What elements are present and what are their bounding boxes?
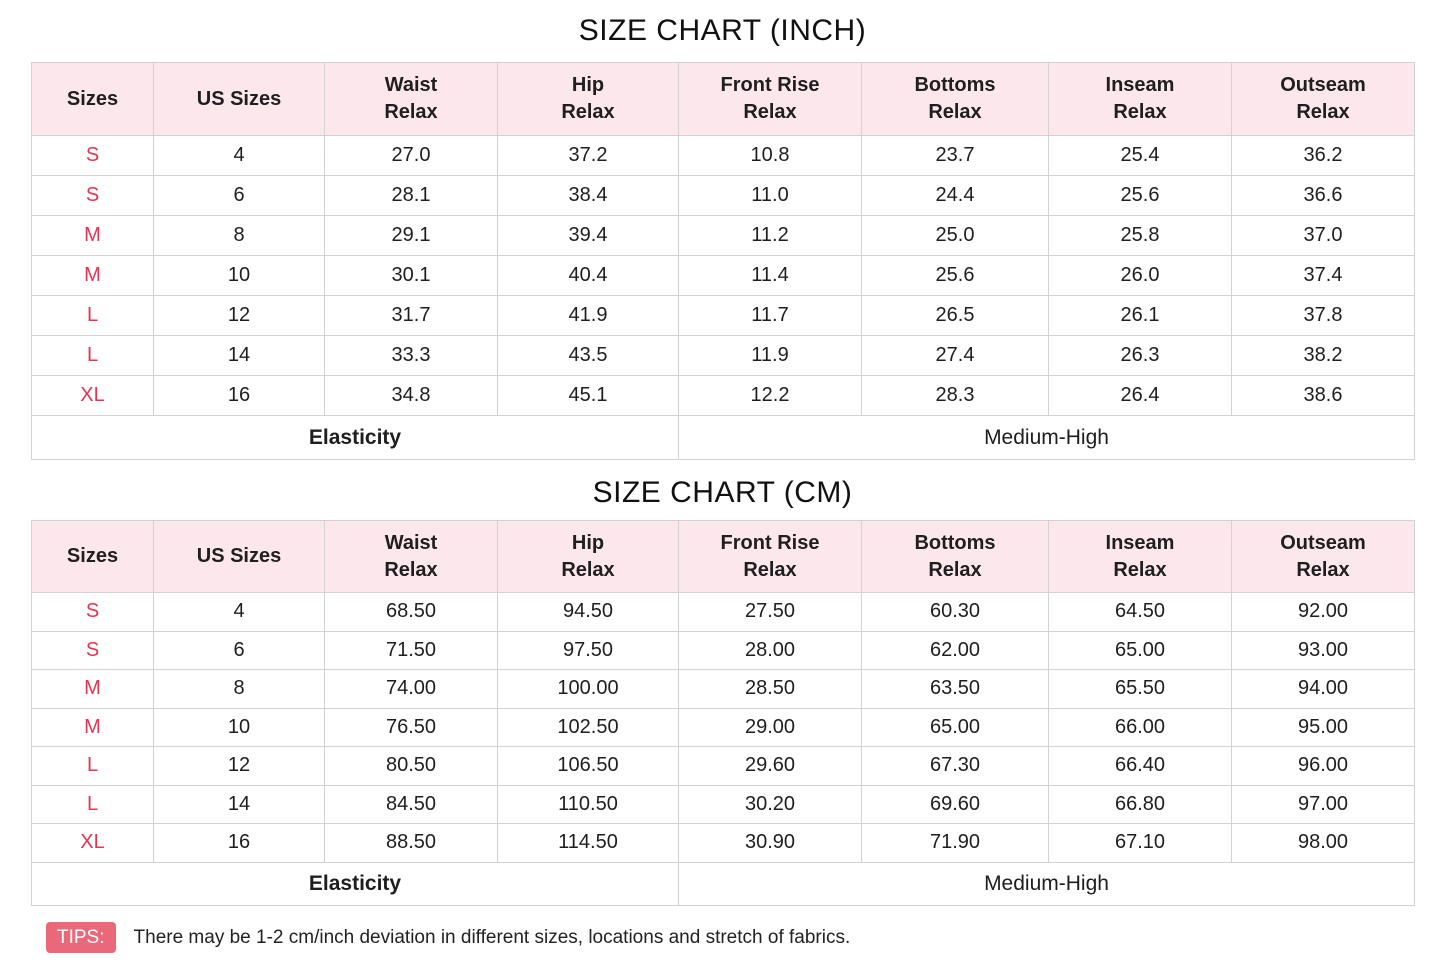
column-header-label: Sizes bbox=[66, 87, 119, 110]
table-cell: 84.50 bbox=[325, 785, 498, 824]
table-cell: 98.00 bbox=[1232, 824, 1415, 863]
table-cell: 26.5 bbox=[862, 296, 1049, 336]
table-cell: 71.50 bbox=[325, 631, 498, 670]
table-cell: 66.80 bbox=[1049, 785, 1232, 824]
table-cell: 71.90 bbox=[862, 824, 1049, 863]
table-cell: 25.0 bbox=[862, 216, 1049, 256]
table-cell: 38.6 bbox=[1232, 376, 1415, 416]
column-header-label: US Sizes bbox=[196, 87, 282, 110]
column-header-label: Relax bbox=[928, 558, 982, 581]
table-cell: 36.2 bbox=[1232, 136, 1415, 176]
table-cell: 37.4 bbox=[1232, 256, 1415, 296]
table-cell: 38.4 bbox=[498, 176, 679, 216]
table-cell: 27.0 bbox=[325, 136, 498, 176]
column-header bbox=[32, 63, 154, 136]
elasticity-label: Elasticity bbox=[32, 416, 679, 460]
table-cell: 26.3 bbox=[1049, 336, 1232, 376]
tips-note bbox=[46, 922, 850, 953]
table-cell: 28.1 bbox=[325, 176, 498, 216]
size-label-cell: XL bbox=[32, 376, 154, 416]
table-cell: 29.1 bbox=[325, 216, 498, 256]
table-cell: 41.9 bbox=[498, 296, 679, 336]
table-row bbox=[32, 296, 1415, 336]
table-cell: 39.4 bbox=[498, 216, 679, 256]
table-row bbox=[32, 176, 1415, 216]
table-cell: 26.4 bbox=[1049, 376, 1232, 416]
table-cell: 28.50 bbox=[679, 670, 862, 709]
table-cell: 14 bbox=[154, 336, 325, 376]
table-cell: 14 bbox=[154, 785, 325, 824]
table-cell: 27.50 bbox=[679, 593, 862, 632]
column-header-label: Relax bbox=[928, 101, 982, 123]
column-header bbox=[862, 63, 1049, 136]
size-label-cell: L bbox=[32, 296, 154, 336]
elasticity-label: Elasticity bbox=[32, 862, 679, 905]
column-header bbox=[1232, 521, 1415, 593]
column-header-label: US Sizes bbox=[196, 545, 282, 567]
table-row bbox=[32, 708, 1415, 747]
table-cell: 12 bbox=[154, 296, 325, 336]
table-cell: 34.8 bbox=[325, 376, 498, 416]
column-header bbox=[679, 63, 862, 136]
table-cell: 4 bbox=[154, 593, 325, 632]
table-cell: 25.6 bbox=[1049, 176, 1232, 216]
table-cell: 97.00 bbox=[1232, 785, 1415, 824]
table-cell: 65.50 bbox=[1049, 670, 1232, 709]
column-header-label: Relax bbox=[743, 558, 797, 581]
table-cell: 114.50 bbox=[498, 824, 679, 863]
table-header-row bbox=[32, 63, 1415, 136]
table-cell: 8 bbox=[154, 216, 325, 256]
table-cell: 11.2 bbox=[679, 216, 862, 256]
size-label-cell: S bbox=[32, 136, 154, 176]
size-label-cell: S bbox=[32, 593, 154, 632]
column-header bbox=[154, 521, 325, 593]
elasticity-row bbox=[32, 416, 1415, 460]
column-header bbox=[325, 63, 498, 136]
size-label-cell: M bbox=[32, 256, 154, 296]
table-cell: 11.4 bbox=[679, 256, 862, 296]
column-header-label: Relax bbox=[384, 101, 438, 123]
tips-text: There may be 1-2 cm/inch deviation in different sizes, locations and stretch of fabrics. bbox=[133, 926, 851, 948]
table-cell: 80.50 bbox=[325, 747, 498, 786]
table-cell: 25.8 bbox=[1049, 216, 1232, 256]
table-cell: 28.3 bbox=[862, 376, 1049, 416]
column-header-label: Bottoms bbox=[914, 531, 996, 554]
column-header bbox=[498, 521, 679, 593]
table-cell: 62.00 bbox=[862, 631, 1049, 670]
table-cell: 6 bbox=[154, 176, 325, 216]
table-row bbox=[32, 785, 1415, 824]
column-header bbox=[498, 63, 679, 136]
table-cell: 92.00 bbox=[1232, 593, 1415, 632]
table-cell: 10 bbox=[154, 708, 325, 747]
table-row bbox=[32, 670, 1415, 709]
column-header-label: Waist bbox=[384, 74, 438, 96]
table-cell: 25.6 bbox=[862, 256, 1049, 296]
table-row bbox=[32, 376, 1415, 416]
table-cell: 29.60 bbox=[679, 747, 862, 786]
column-header-label: Bottoms bbox=[914, 74, 996, 96]
column-header-label: Waist bbox=[384, 531, 438, 554]
table-cell: 64.50 bbox=[1049, 593, 1232, 632]
table-cell: 16 bbox=[154, 376, 325, 416]
table-cell: 29.00 bbox=[679, 708, 862, 747]
table-row bbox=[32, 593, 1415, 632]
column-header-label: Inseam bbox=[1105, 531, 1175, 554]
column-header-label: Outseam bbox=[1280, 531, 1366, 554]
table-cell: 10.8 bbox=[679, 136, 862, 176]
table-cell: 24.4 bbox=[862, 176, 1049, 216]
column-header-label: Relax bbox=[743, 101, 797, 123]
table-cell: 10 bbox=[154, 256, 325, 296]
table-cell: 4 bbox=[154, 136, 325, 176]
table-cell: 25.4 bbox=[1049, 136, 1232, 176]
table-row bbox=[32, 824, 1415, 863]
tips-badge: TIPS: bbox=[46, 922, 116, 953]
column-header bbox=[154, 63, 325, 136]
table-cell: 31.7 bbox=[325, 296, 498, 336]
table-cell: 37.2 bbox=[498, 136, 679, 176]
elasticity-value: Medium-High bbox=[679, 416, 1415, 460]
table-cell: 106.50 bbox=[498, 747, 679, 786]
column-header-label: Relax bbox=[1113, 558, 1167, 581]
table-cell: 23.7 bbox=[862, 136, 1049, 176]
table-row bbox=[32, 256, 1415, 296]
table-cell: 40.4 bbox=[498, 256, 679, 296]
size-label-cell: S bbox=[32, 631, 154, 670]
elasticity-row bbox=[32, 862, 1415, 905]
inch-size-table bbox=[31, 62, 1415, 460]
cm-size-table bbox=[31, 520, 1415, 906]
column-header bbox=[1049, 521, 1232, 593]
table-cell: 11.0 bbox=[679, 176, 862, 216]
table-row bbox=[32, 747, 1415, 786]
table-cell: 67.10 bbox=[1049, 824, 1232, 863]
table-cell: 37.0 bbox=[1232, 216, 1415, 256]
table-cell: 30.1 bbox=[325, 256, 498, 296]
column-header-label: Hip bbox=[571, 531, 605, 554]
table-cell: 27.4 bbox=[862, 336, 1049, 376]
table-cell: 60.30 bbox=[862, 593, 1049, 632]
table-cell: 36.6 bbox=[1232, 176, 1415, 216]
column-header bbox=[325, 521, 498, 593]
table-cell: 94.50 bbox=[498, 593, 679, 632]
column-header-label: Outseam bbox=[1280, 74, 1366, 96]
column-header bbox=[1049, 63, 1232, 136]
table-cell: 88.50 bbox=[325, 824, 498, 863]
size-label-cell: M bbox=[32, 216, 154, 256]
column-header-label: Relax bbox=[1296, 558, 1350, 581]
table-cell: 33.3 bbox=[325, 336, 498, 376]
size-label-cell: L bbox=[32, 785, 154, 824]
table-cell: 26.1 bbox=[1049, 296, 1232, 336]
table-row bbox=[32, 216, 1415, 256]
size-label-cell: S bbox=[32, 176, 154, 216]
table-row bbox=[32, 136, 1415, 176]
column-header-label: Relax bbox=[1296, 101, 1350, 123]
table-cell: 74.00 bbox=[325, 670, 498, 709]
table-cell: 96.00 bbox=[1232, 747, 1415, 786]
table-cell: 68.50 bbox=[325, 593, 498, 632]
column-header bbox=[862, 521, 1049, 593]
table-cell: 66.00 bbox=[1049, 708, 1232, 747]
table-cell: 63.50 bbox=[862, 670, 1049, 709]
elasticity-value: Medium-High bbox=[679, 862, 1415, 905]
column-header-label: Hip bbox=[571, 74, 605, 96]
table-cell: 97.50 bbox=[498, 631, 679, 670]
table-cell: 16 bbox=[154, 824, 325, 863]
table-cell: 102.50 bbox=[498, 708, 679, 747]
table-cell: 6 bbox=[154, 631, 325, 670]
table-row bbox=[32, 631, 1415, 670]
table-cell: 45.1 bbox=[498, 376, 679, 416]
size-label-cell: L bbox=[32, 747, 154, 786]
table-header-row bbox=[32, 521, 1415, 593]
column-header-label: Inseam bbox=[1105, 74, 1175, 96]
table-cell: 28.00 bbox=[679, 631, 862, 670]
table-row bbox=[32, 336, 1415, 376]
table-cell: 11.7 bbox=[679, 296, 862, 336]
table-cell: 95.00 bbox=[1232, 708, 1415, 747]
column-header-label: Front Rise bbox=[720, 74, 820, 96]
table-cell: 37.8 bbox=[1232, 296, 1415, 336]
table-cell: 65.00 bbox=[862, 708, 1049, 747]
column-header bbox=[1232, 63, 1415, 136]
table-cell: 30.90 bbox=[679, 824, 862, 863]
table-cell: 69.60 bbox=[862, 785, 1049, 824]
size-label-cell: M bbox=[32, 670, 154, 709]
table-cell: 30.20 bbox=[679, 785, 862, 824]
table-cell: 110.50 bbox=[498, 785, 679, 824]
column-header-label: Relax bbox=[384, 558, 438, 581]
table-cell: 94.00 bbox=[1232, 670, 1415, 709]
table-cell: 26.0 bbox=[1049, 256, 1232, 296]
column-header bbox=[679, 521, 862, 593]
column-header-label: Relax bbox=[1113, 101, 1167, 123]
table-cell: 100.00 bbox=[498, 670, 679, 709]
table-cell: 67.30 bbox=[862, 747, 1049, 786]
table-cell: 66.40 bbox=[1049, 747, 1232, 786]
table-cell: 76.50 bbox=[325, 708, 498, 747]
table-cell: 65.00 bbox=[1049, 631, 1232, 670]
column-header-label: Front Rise bbox=[720, 531, 820, 554]
column-header-label: Sizes bbox=[66, 545, 119, 567]
size-label-cell: XL bbox=[32, 824, 154, 863]
table-cell: 11.9 bbox=[679, 336, 862, 376]
size-label-cell: L bbox=[32, 336, 154, 376]
column-header-label: Relax bbox=[561, 101, 615, 123]
cm-chart-title: SIZE CHART (CM) bbox=[592, 476, 853, 509]
inch-chart-title: SIZE CHART (INCH) bbox=[578, 14, 867, 47]
table-cell: 43.5 bbox=[498, 336, 679, 376]
table-cell: 38.2 bbox=[1232, 336, 1415, 376]
table-cell: 12.2 bbox=[679, 376, 862, 416]
table-cell: 12 bbox=[154, 747, 325, 786]
table-cell: 8 bbox=[154, 670, 325, 709]
table-cell: 93.00 bbox=[1232, 631, 1415, 670]
column-header-label: Relax bbox=[561, 558, 615, 581]
column-header bbox=[32, 521, 154, 593]
size-label-cell: M bbox=[32, 708, 154, 747]
